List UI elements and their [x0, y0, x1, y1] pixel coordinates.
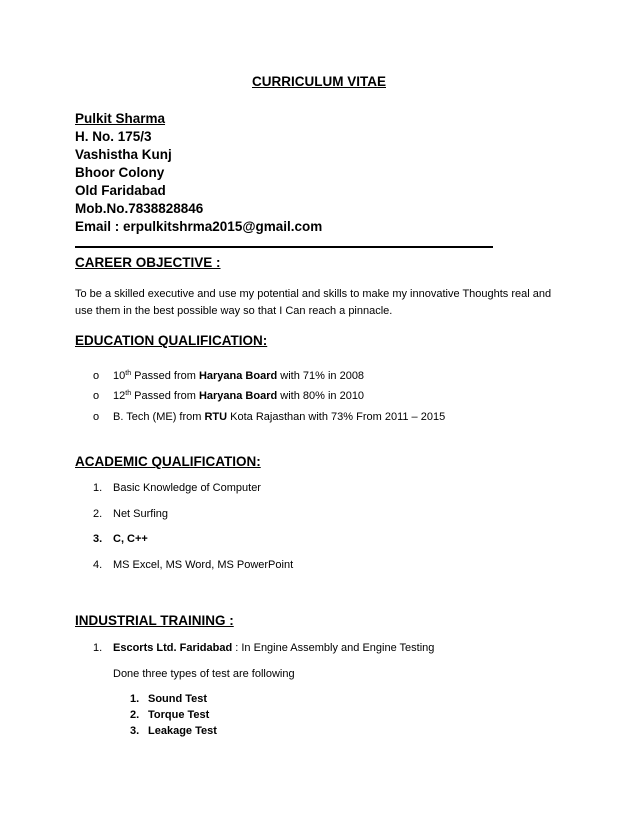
- list-number: 2.: [93, 508, 103, 520]
- address-house: H. No. 175/3: [75, 129, 152, 144]
- career-objective-heading: CAREER OBJECTIVE :: [75, 255, 221, 270]
- education-heading: EDUCATION QUALIFICATION:: [75, 333, 268, 348]
- address-city: Old Faridabad: [75, 183, 166, 198]
- education-item-text: 10th Passed from Haryana Board with 71% in 2008: [113, 370, 365, 382]
- education-item-text: B. Tech (ME) from RTU Kota Rajasthan with 73% From 2011 – 2015: [113, 411, 446, 423]
- career-objective-text: To be a skilled executive and use my potential and skills to make my innovative Thoughts real and use them in the best possible way so that I Can reach a pinnacle.: [75, 288, 552, 317]
- list-number: 1.: [93, 482, 103, 494]
- academic-item-text: Basic Knowledge of Computer: [113, 482, 261, 494]
- bullet-marker: o: [93, 370, 100, 382]
- academic-item-text: C, C++: [113, 533, 148, 545]
- list-number: 1.: [93, 642, 103, 654]
- list-number: 3.: [93, 533, 103, 545]
- academic-heading: ACADEMIC QUALIFICATION:: [75, 454, 261, 469]
- test-item: Torque Test: [148, 709, 210, 721]
- training-description: Done three types of test are following: [113, 668, 295, 680]
- list-number: 4.: [93, 559, 103, 571]
- mobile-number: Mob.No.7838828846: [75, 201, 204, 216]
- candidate-name: Pulkit Sharma: [75, 111, 166, 126]
- bullet-marker: o: [93, 411, 100, 423]
- address-area: Vashistha Kunj: [75, 147, 172, 162]
- document-title: CURRICULUM VITAE: [252, 74, 386, 89]
- separator-line: [75, 246, 493, 248]
- training-company: Escorts Ltd. Faridabad : In Engine Assembly and Engine Testing: [113, 642, 435, 654]
- address-colony: Bhoor Colony: [75, 165, 165, 180]
- education-item-text: 12th Passed from Haryana Board with 80% in 2010: [113, 390, 365, 402]
- list-number: 3.: [130, 725, 140, 737]
- email-address: Email : erpulkitshrma2015@gmail.com: [75, 219, 323, 234]
- list-number: 2.: [130, 709, 140, 721]
- list-number: 1.: [130, 693, 140, 705]
- academic-item-text: Net Surfing: [113, 508, 169, 520]
- test-item: Leakage Test: [148, 725, 217, 737]
- bullet-marker: o: [93, 390, 100, 402]
- contact-block: [75, 110, 322, 236]
- industrial-training-heading: INDUSTRIAL TRAINING :: [75, 613, 234, 628]
- test-item: Sound Test: [148, 693, 208, 705]
- academic-item-text: MS Excel, MS Word, MS PowerPoint: [113, 559, 294, 571]
